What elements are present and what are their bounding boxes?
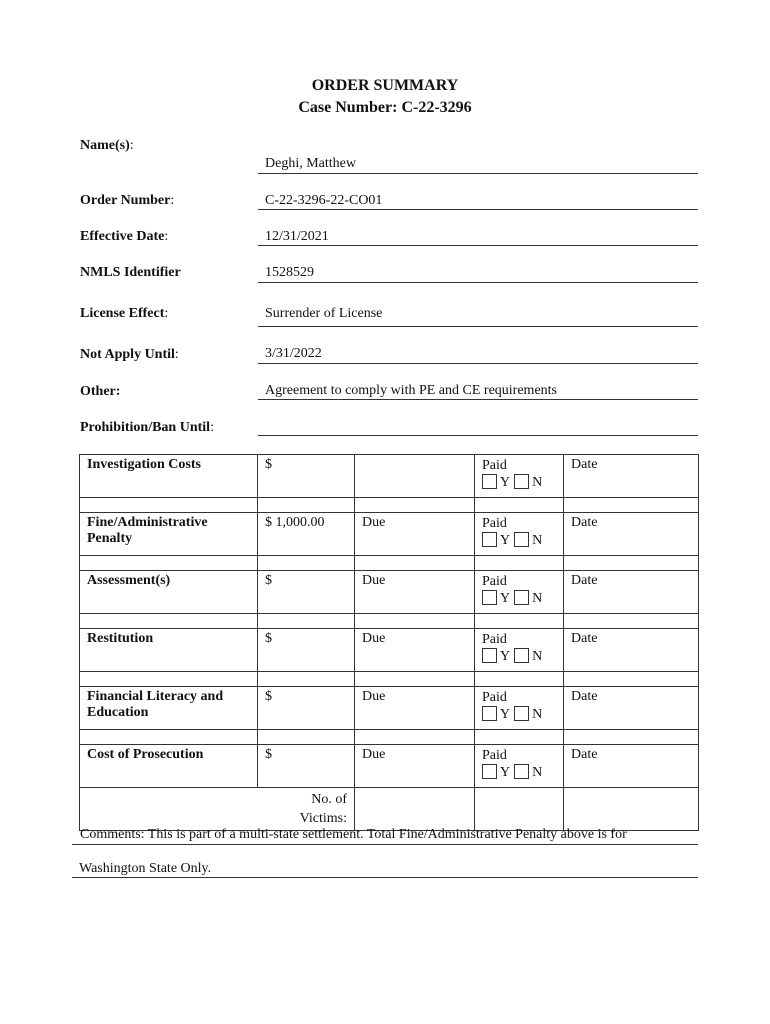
paid-cell [475, 513, 564, 556]
order-number-label: Order Number: [80, 193, 175, 208]
date-cell: Date [564, 687, 699, 730]
paid-label: Paid [482, 632, 507, 647]
date-cell: Date [564, 571, 699, 614]
page-title: ORDER SUMMARY [311, 77, 459, 94]
cost-due [355, 455, 475, 498]
paid-no-label: N [532, 591, 543, 606]
paid-label: Paid [482, 690, 507, 705]
cost-amount: $ [258, 455, 355, 498]
license-effect-underline [258, 326, 698, 327]
effective-date-value: 12/31/2021 [265, 229, 329, 244]
cost-due: Due [355, 687, 475, 730]
paid-yes-label: Y [500, 707, 511, 722]
cost-row [80, 629, 699, 672]
effective-date-label: Effective Date: [80, 229, 169, 244]
names-value: Deghi, Matthew [265, 156, 356, 171]
paid-no-checkbox[interactable] [514, 764, 529, 779]
spacer-row [80, 730, 699, 745]
paid-yes-checkbox[interactable] [482, 764, 497, 779]
other-label: Other: [80, 384, 121, 399]
cost-amount: $ 1,000.00 [258, 513, 355, 556]
paid-no-label: N [532, 765, 543, 780]
paid-cell [475, 455, 564, 498]
paid-label: Paid [482, 574, 507, 589]
paid-label: Paid [482, 458, 507, 473]
spacer-row [80, 556, 699, 571]
cost-amount: $ [258, 687, 355, 730]
cost-due: Due [355, 745, 475, 788]
license-effect-value: Surrender of License [265, 306, 383, 321]
costs-table [79, 454, 699, 831]
paid-label: Paid [482, 748, 507, 763]
victims-count[interactable] [355, 788, 475, 831]
cost-amount: $ [258, 745, 355, 788]
cost-category: Cost of Prosecution [80, 745, 258, 788]
order-number-underline [258, 209, 698, 210]
paid-yes-label: Y [500, 591, 511, 606]
prohibition-underline [258, 435, 698, 436]
paid-no-label: N [532, 533, 543, 548]
spacer-row [80, 672, 699, 687]
license-effect-label: License Effect: [80, 306, 169, 321]
case-number: Case Number: C-22-3296 [298, 99, 472, 116]
not-apply-until-underline [258, 363, 698, 364]
cost-row [80, 513, 699, 556]
paid-yes-label: Y [500, 533, 511, 548]
cost-row [80, 745, 699, 788]
paid-cell [475, 629, 564, 672]
paid-cell [475, 687, 564, 730]
other-underline [258, 399, 698, 400]
nmls-underline [258, 282, 698, 283]
cost-row [80, 571, 699, 614]
victims-blank-1 [475, 788, 564, 831]
spacer-row [80, 614, 699, 629]
victims-row [80, 788, 699, 831]
nmls-label: NMLS Identifier [80, 265, 181, 280]
cost-due: Due [355, 513, 475, 556]
not-apply-until-label: Not Apply Until: [80, 347, 179, 362]
comments-line-1: Comments: This is part of a multi-state settlement. Total Fine/Administrative Penalty above is for [80, 827, 627, 842]
date-cell: Date [564, 629, 699, 672]
order-number-value: C-22-3296-22-CO01 [265, 193, 383, 208]
paid-no-checkbox[interactable] [514, 590, 529, 605]
effective-date-underline [258, 245, 698, 246]
cost-row [80, 687, 699, 730]
cost-due: Due [355, 571, 475, 614]
comments-underline-1 [72, 844, 698, 845]
paid-no-label: N [532, 649, 543, 664]
paid-no-checkbox[interactable] [514, 474, 529, 489]
cost-row [80, 455, 699, 498]
paid-yes-checkbox[interactable] [482, 590, 497, 605]
cost-category: Restitution [80, 629, 258, 672]
paid-label: Paid [482, 516, 507, 531]
cost-category: Fine/Administrative Penalty [80, 513, 258, 556]
paid-yes-label: Y [500, 475, 511, 490]
victims-blank-2 [564, 788, 699, 831]
paid-no-label: N [532, 707, 543, 722]
comments-underline-2 [72, 877, 698, 878]
paid-cell [475, 571, 564, 614]
paid-no-label: N [532, 475, 543, 490]
cost-amount: $ [258, 571, 355, 614]
paid-yes-checkbox[interactable] [482, 706, 497, 721]
names-label: Name(s): [80, 138, 134, 153]
spacer-row [80, 498, 699, 513]
paid-yes-checkbox[interactable] [482, 474, 497, 489]
paid-cell [475, 745, 564, 788]
date-cell: Date [564, 455, 699, 498]
other-value: Agreement to comply with PE and CE requirements [265, 383, 557, 398]
cost-category: Assessment(s) [80, 571, 258, 614]
paid-yes-checkbox[interactable] [482, 648, 497, 663]
comments-line-2: Washington State Only. [79, 861, 212, 876]
nmls-value: 1528529 [265, 265, 314, 280]
paid-no-checkbox[interactable] [514, 706, 529, 721]
date-cell: Date [564, 745, 699, 788]
names-underline [258, 173, 698, 174]
cost-category: Investigation Costs [80, 455, 258, 498]
cost-amount: $ [258, 629, 355, 672]
paid-no-checkbox[interactable] [514, 648, 529, 663]
cost-category: Financial Literacy and Education [80, 687, 258, 730]
paid-no-checkbox[interactable] [514, 532, 529, 547]
paid-yes-checkbox[interactable] [482, 532, 497, 547]
prohibition-label: Prohibition/Ban Until: [80, 420, 214, 435]
victims-label: No. of Victims: [80, 788, 355, 831]
not-apply-until-value: 3/31/2022 [265, 346, 322, 361]
paid-yes-label: Y [500, 765, 511, 780]
date-cell: Date [564, 513, 699, 556]
paid-yes-label: Y [500, 649, 511, 664]
cost-due: Due [355, 629, 475, 672]
